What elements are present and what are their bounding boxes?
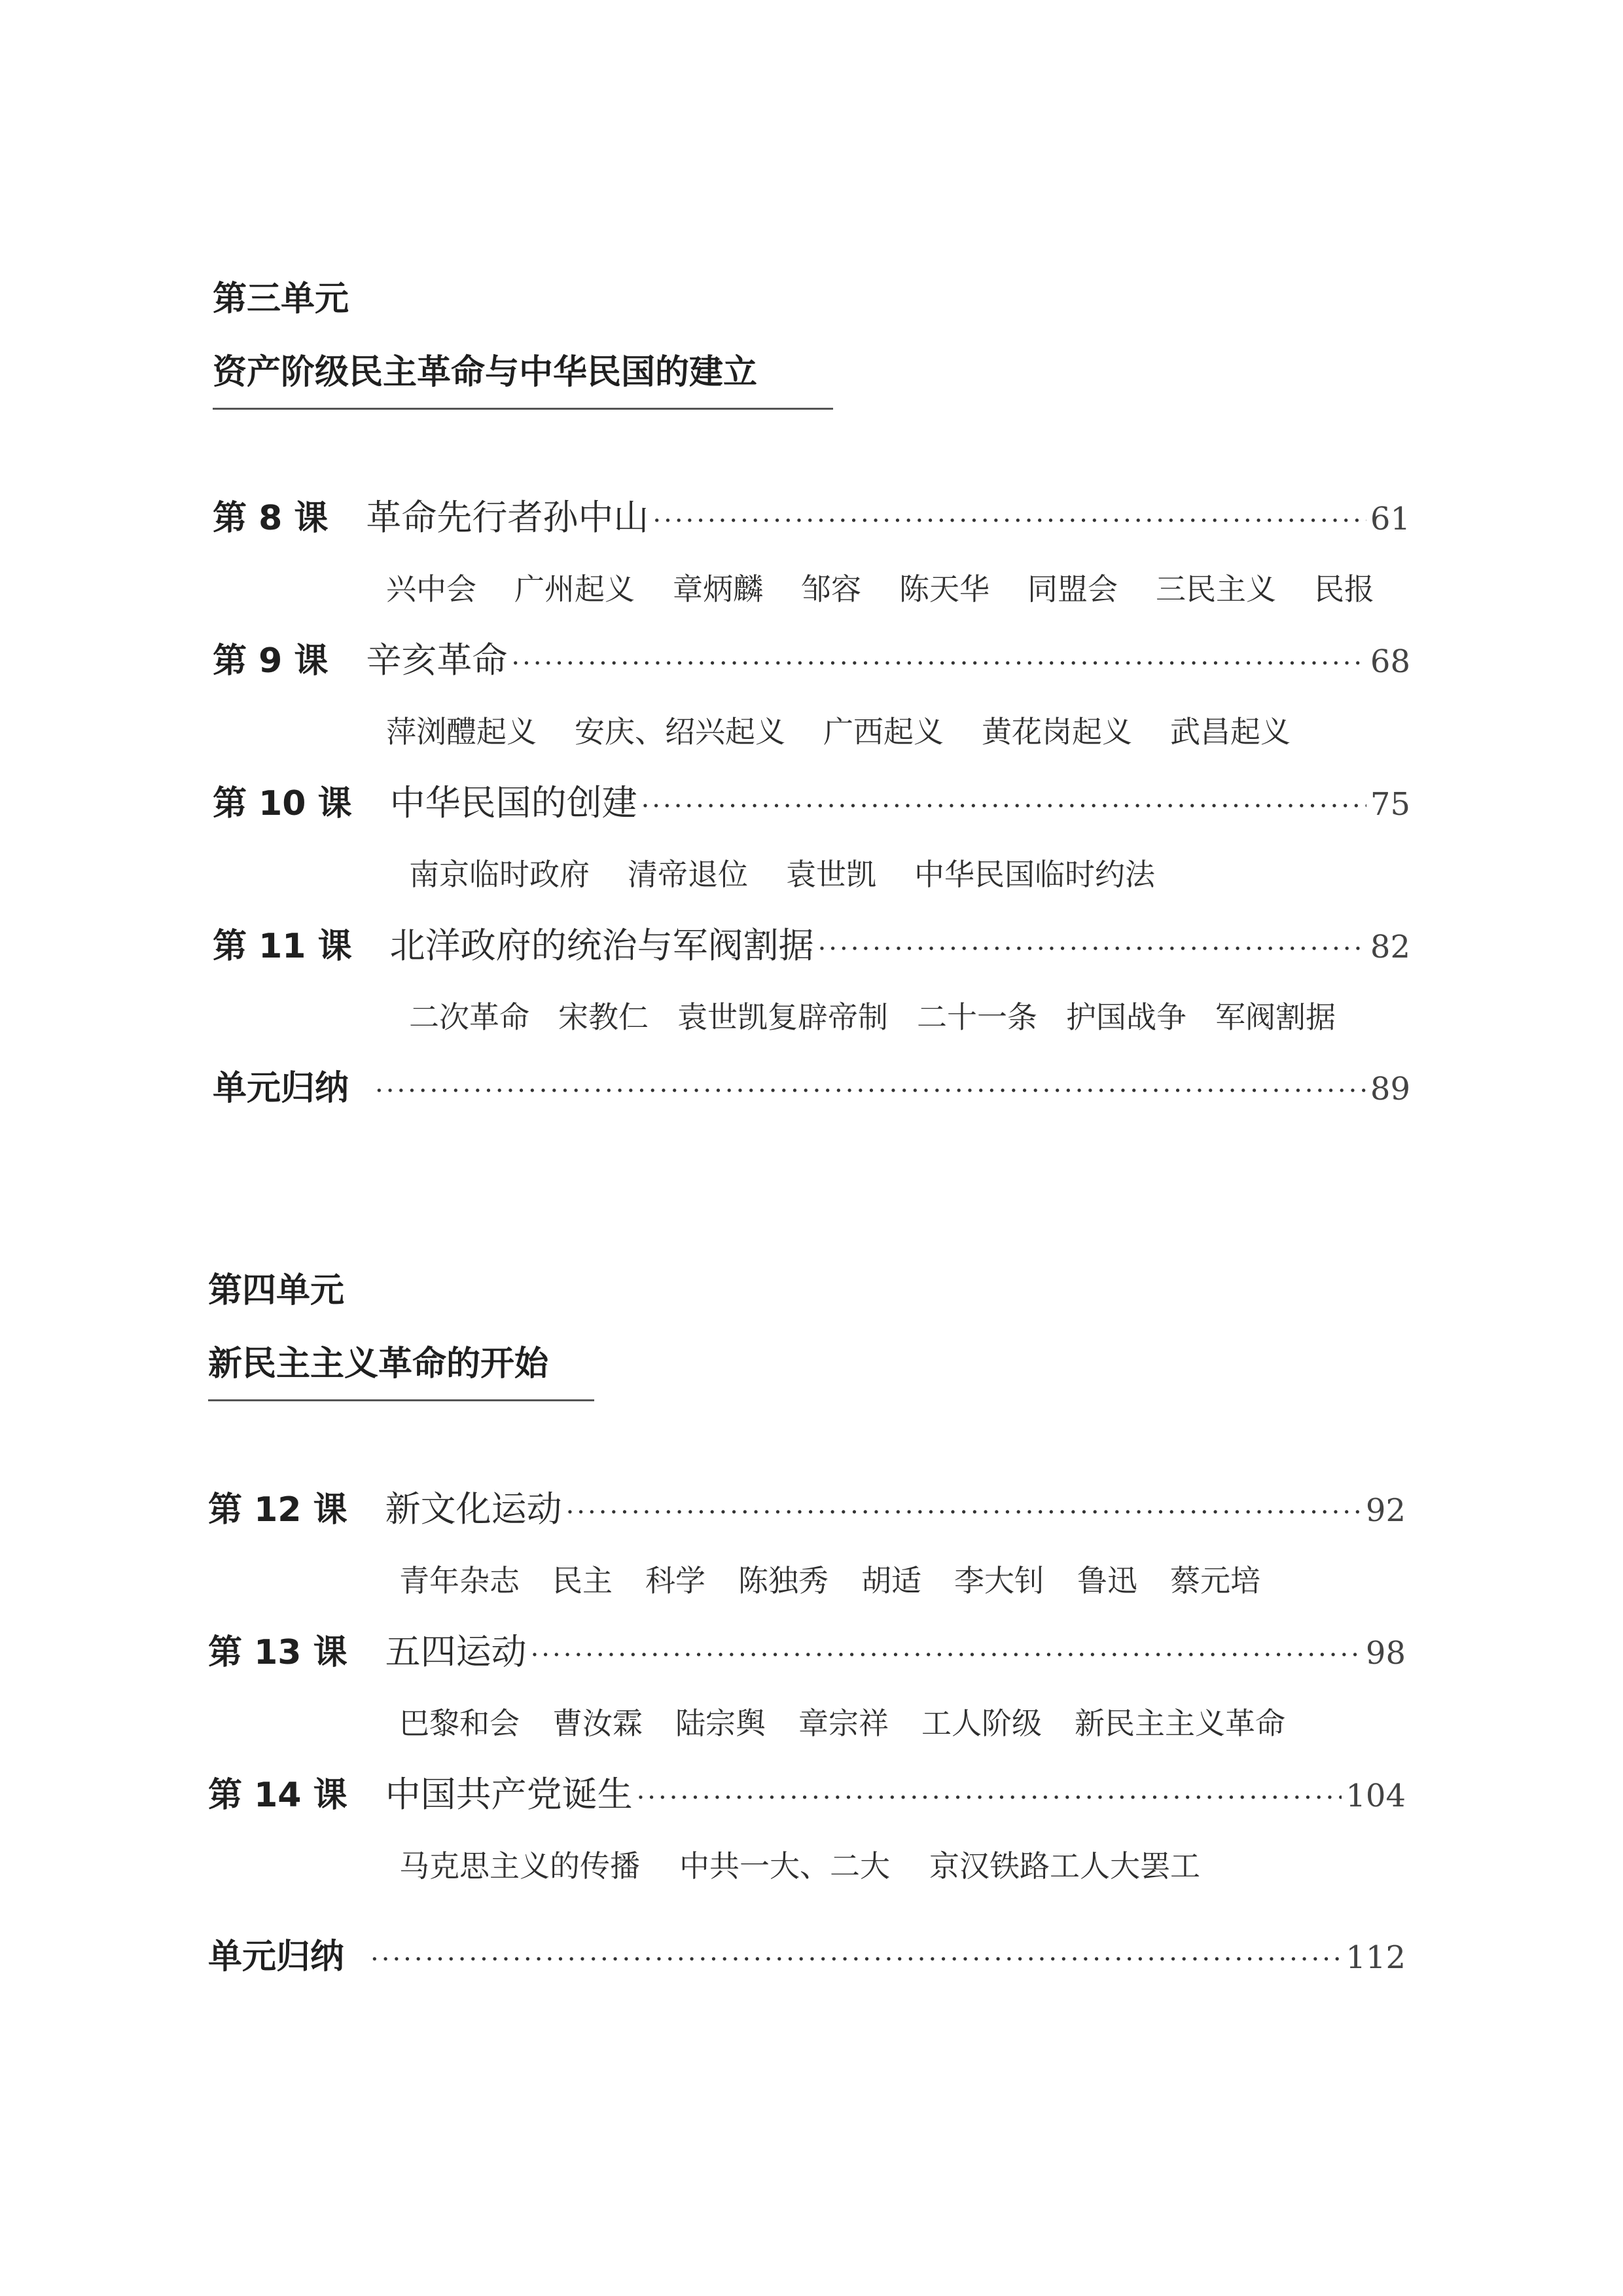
toc-entry-unit-summary[interactable] [208, 1921, 1406, 1993]
dot-leader [637, 1762, 1342, 1834]
toc-entry-lesson-13[interactable] [208, 1616, 1406, 1688]
keyword: 武昌起义 [1170, 714, 1291, 749]
lesson-number: 第 14 课 [208, 1776, 348, 1815]
page-number: 82 [1370, 929, 1410, 965]
dot-leader [566, 1477, 1362, 1549]
keyword: 陈天华 [899, 571, 990, 607]
keyword-list [213, 982, 1410, 1052]
lesson-number: 第 9 课 [213, 641, 329, 681]
lesson-number: 第 8 课 [213, 499, 329, 538]
dot-leader [511, 628, 1366, 700]
toc-entry-lesson-11[interactable] [213, 910, 1410, 982]
keyword: 中华民国临时约法 [914, 857, 1155, 892]
keyword: 鲁迅 [1077, 1563, 1137, 1598]
keyword-list [213, 554, 1410, 624]
page-number: 104 [1346, 1778, 1406, 1814]
toc-entry-unit-summary[interactable] [213, 1052, 1410, 1124]
lesson-title: 革命先行者孙中山 [366, 497, 649, 538]
keyword: 二次革命 [409, 999, 529, 1035]
keyword: 工人阶级 [921, 1706, 1042, 1741]
unit-divider [208, 1399, 594, 1401]
keyword-list [208, 1545, 1406, 1616]
lesson-number: 第 10 课 [213, 784, 352, 823]
keyword: 曹汝霖 [552, 1706, 643, 1741]
keyword: 民主 [552, 1563, 613, 1598]
dot-leader [818, 913, 1366, 985]
lesson-title: 中国共产党诞生 [385, 1774, 633, 1815]
keyword: 广州起义 [514, 571, 635, 607]
keyword: 青年杂志 [399, 1563, 520, 1598]
page-number: 98 [1365, 1635, 1406, 1672]
keyword: 邹容 [801, 571, 861, 607]
keyword: 章炳麟 [673, 571, 763, 607]
summary-label: 单元归纳 [208, 1937, 345, 1977]
keyword: 陆宗舆 [675, 1706, 766, 1741]
unit-divider [213, 408, 833, 410]
keyword: 安庆、绍兴起义 [575, 714, 785, 749]
keyword-list [208, 1831, 1406, 1901]
lesson-title: 新文化运动 [385, 1488, 562, 1530]
page-number: 89 [1370, 1071, 1410, 1107]
keyword: 京汉铁路工人大罢工 [929, 1848, 1200, 1884]
unit-section [208, 1270, 1406, 1993]
lesson-title: 五四运动 [385, 1631, 527, 1672]
keyword: 中共一大、二大 [679, 1848, 890, 1884]
lesson-number: 第 11 课 [213, 927, 352, 966]
keyword: 清帝退位 [628, 857, 748, 892]
keyword: 广西起义 [823, 714, 944, 749]
keyword: 陈独秀 [738, 1563, 829, 1598]
lesson-title: 中华民国的创建 [389, 782, 637, 823]
keyword: 民报 [1314, 571, 1374, 607]
keyword: 蔡元培 [1170, 1563, 1260, 1598]
keyword-list [213, 839, 1410, 910]
page-number: 112 [1346, 1939, 1406, 1976]
keyword: 兴中会 [386, 571, 476, 607]
keyword: 科学 [645, 1563, 705, 1598]
lesson-title: 北洋政府的统治与军阀割据 [389, 925, 814, 966]
keyword: 二十一条 [917, 999, 1037, 1035]
dot-leader [531, 1619, 1362, 1691]
dot-leader [641, 770, 1366, 842]
unit-title: 资产阶级民主革命与中华民国的建立 [213, 353, 758, 392]
page-number: 68 [1370, 643, 1410, 680]
dot-leader [370, 1924, 1342, 1996]
toc-entry-lesson-10[interactable] [213, 767, 1410, 839]
toc-entry-lesson-14[interactable] [208, 1759, 1406, 1831]
dot-leader [652, 485, 1366, 557]
keyword: 护国战争 [1066, 999, 1186, 1035]
summary-label: 单元归纳 [213, 1069, 349, 1108]
keyword: 萍浏醴起义 [386, 714, 537, 749]
keyword: 南京临时政府 [409, 857, 590, 892]
toc-entry-lesson-8[interactable] [213, 482, 1410, 554]
unit-label: 第四单元 [208, 1271, 345, 1310]
unit-section [213, 278, 1410, 1124]
keyword: 胡适 [861, 1563, 921, 1598]
keyword: 黄花岗起义 [982, 714, 1132, 749]
keyword: 章宗祥 [798, 1706, 889, 1741]
keyword: 巴黎和会 [399, 1706, 520, 1741]
keyword: 袁世凯 [786, 857, 876, 892]
unit-label: 第三单元 [213, 279, 349, 319]
keyword: 袁世凯复辟帝制 [677, 999, 888, 1035]
keyword: 同盟会 [1027, 571, 1118, 607]
keyword: 李大钊 [954, 1563, 1044, 1598]
dot-leader [375, 1055, 1366, 1127]
keyword: 马克思主义的传播 [399, 1848, 640, 1884]
keyword: 宋教仁 [558, 999, 649, 1035]
page-number: 92 [1365, 1492, 1406, 1529]
keyword-list [213, 696, 1410, 767]
unit-title: 新民主主义革命的开始 [208, 1344, 549, 1384]
page-number: 61 [1370, 501, 1410, 537]
keyword: 新民主主义革命 [1075, 1706, 1285, 1741]
keyword-list [208, 1688, 1406, 1759]
lesson-number: 第 13 课 [208, 1633, 348, 1672]
lesson-list [213, 482, 1410, 1124]
toc-entry-lesson-12[interactable] [208, 1473, 1406, 1545]
page-number: 75 [1370, 786, 1410, 823]
toc-entry-lesson-9[interactable] [213, 624, 1410, 696]
lesson-number: 第 12 课 [208, 1490, 348, 1530]
lesson-title: 辛亥革命 [366, 639, 508, 681]
keyword: 三民主义 [1156, 571, 1276, 607]
lesson-list [208, 1473, 1406, 1993]
keyword: 军阀割据 [1215, 999, 1336, 1035]
